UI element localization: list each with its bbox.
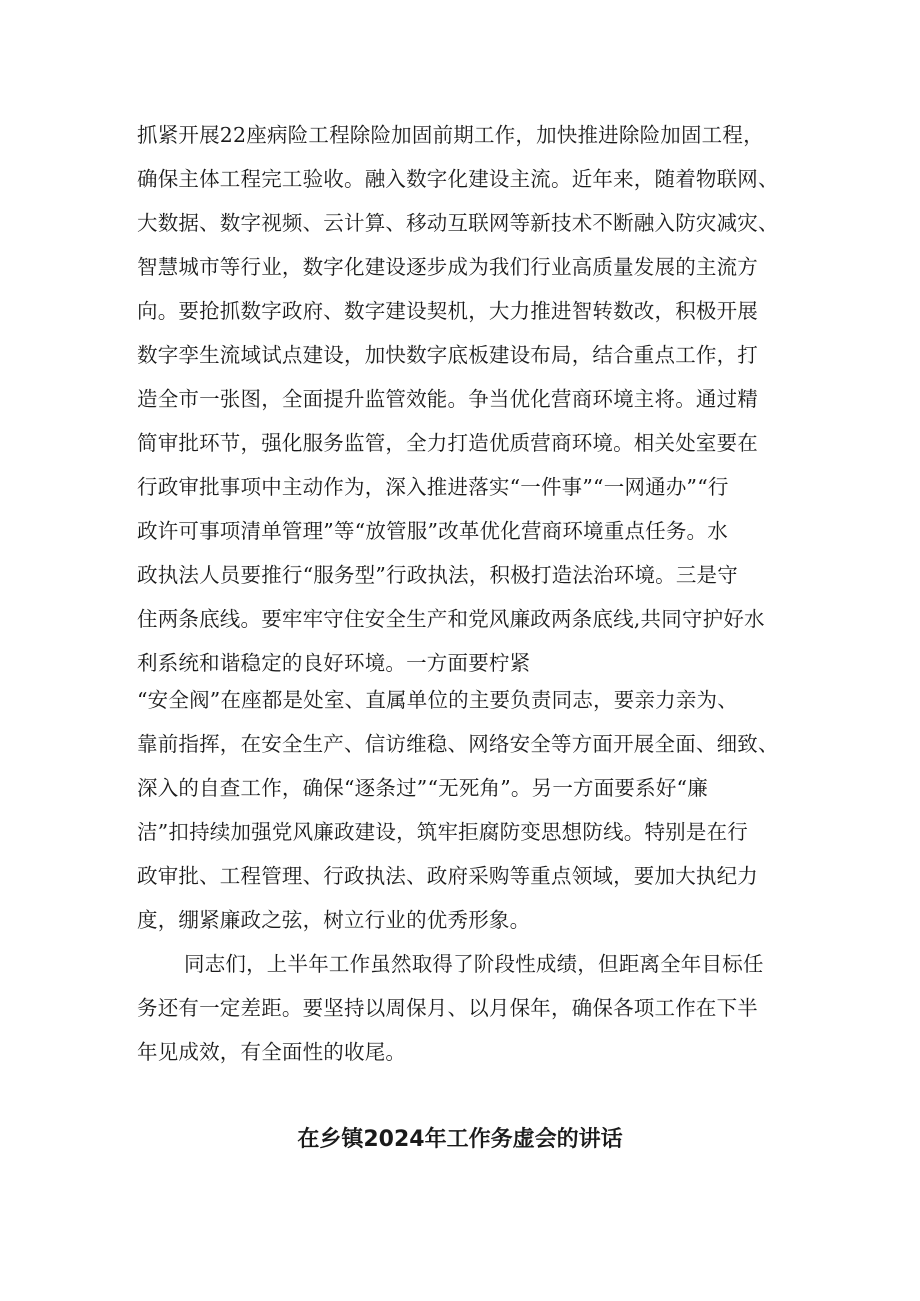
text-line: 大数据、数字视频、云计算、移动互联网等新技术不断融入防灾减灾、 [137, 211, 779, 235]
text-line: 年见成效，有全面性的收尾。 [137, 1040, 407, 1064]
paragraph-first-line: 同志们，上半年工作虽然取得了阶段性成绩，但距离全年目标任 [184, 952, 764, 976]
text-line: “安全阀”在座都是处室、直属单位的主要负责同志，要亲力亲为、 [137, 688, 738, 712]
text-line: 抓紧开展22座病险工程除险加固前期工作，加快推进除险加固工程， [137, 123, 764, 147]
text-line: 简审批环节，强化服务监管，全力打造优质营商环境。相关处室要在 [137, 431, 758, 455]
text-line: 洁”扣持续加强党风廉政建设，筑牢拒腐防变思想防线。特别是在行 [137, 820, 748, 844]
text-line: 深入的自查工作，确保“逐条过”“无死角”。另一方面要系好“廉 [137, 776, 708, 800]
text-line: 住两条底线。要牢牢守住安全生产和党风廉政两条底线,共同守护好水 [137, 607, 765, 631]
text-line: 向。要抢抓数字政府、数字建设契机，大力推进智转数改，积极开展 [137, 299, 758, 323]
text-line: 政审批、工程管理、行政执法、政府采购等重点领域，要加大执纪力 [137, 864, 758, 888]
document-title: 在乡镇2024年工作务虚会的讲话 [297, 1127, 623, 1152]
text-line: 度，绷紧廉政之弦，树立行业的优秀形象。 [137, 908, 531, 932]
text-line: 利系统和谐稳定的良好环境。一方面要柠紧 [137, 651, 531, 675]
text-line: 确保主体工程完工验收。融入数字化建设主流。近年来，随着物联网、 [137, 167, 779, 191]
text-line: 政许可事项清单管理”等“放管服”改革优化营商环境重点任务。水 [137, 519, 728, 543]
text-line: 务还有一定差距。要坚持以周保月、以月保年，确保各项工作在下半 [137, 996, 758, 1020]
text-line: 数字孪生流域试点建设，加快数字底板建设布局，结合重点工作，打 [137, 343, 758, 367]
text-line: 政执法人员要推行“服务型”行政执法，积极打造法治环境。三是守 [137, 563, 738, 587]
text-line: 靠前指挥，在安全生产、信访维稳、网络安全等方面开展全面、细致、 [137, 732, 779, 756]
text-line: 造全市一张图，全面提升监管效能。争当优化营商环境主将。通过精 [137, 387, 758, 411]
text-line: 行政审批事项中主动作为，深入推进落实“一件事”“一网通办”“行 [137, 475, 729, 499]
text-line: 智慧城市等行业，数字化建设逐步成为我们行业高质量发展的主流方 [137, 255, 758, 279]
